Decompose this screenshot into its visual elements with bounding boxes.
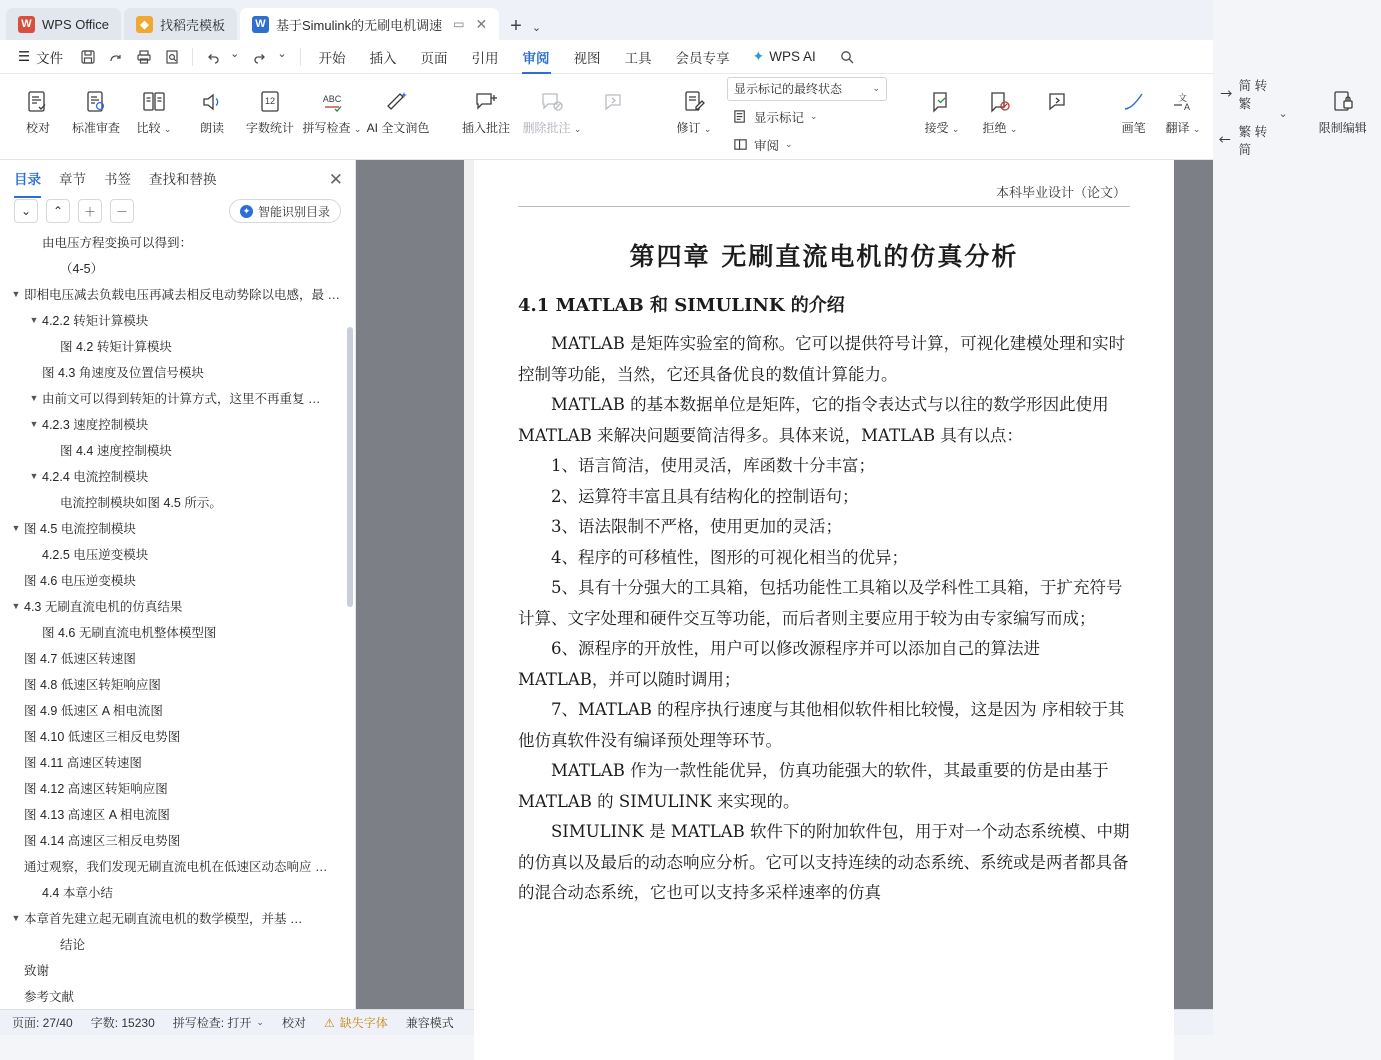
toc-item[interactable] [0, 385, 355, 411]
restrict-editing-button[interactable] [1310, 79, 1376, 155]
toc-item-label: 电流控制模块如图 4.5 所示。 [60, 496, 222, 510]
bulb-icon: ✦ [240, 205, 253, 218]
button-label: 校对 [25, 120, 50, 135]
chevron-down-icon: ⌄ [353, 123, 362, 134]
missing-font-label: 缺失字体 [339, 1016, 388, 1030]
smart-toc-button[interactable] [229, 199, 341, 223]
button-label: 删除批注 [522, 120, 571, 135]
warning-icon: ⚠ [323, 1015, 335, 1030]
full-text-polish-button[interactable] [365, 79, 431, 155]
conversion-options [1208, 74, 1279, 159]
undo-icon[interactable] [200, 45, 226, 69]
toc-item-label: 即相电压减去负载电压再减去相反电动势除以电感，最 … [24, 288, 340, 302]
ai-sparkle-icon: ✦ [752, 48, 765, 64]
toc-scrollbar-thumb[interactable] [347, 327, 353, 607]
next-change-icon [1045, 87, 1071, 117]
toc-item[interactable] [0, 489, 355, 515]
ribbon [0, 74, 1367, 160]
missing-font-indicator[interactable] [324, 1014, 388, 1031]
compat-mode-indicator[interactable]: 兼容模式 [405, 1016, 454, 1030]
chevron-down-icon: ⌄ [810, 111, 818, 121]
reject-icon [987, 87, 1013, 117]
button-label: 修订 [676, 120, 701, 135]
save-icon[interactable] [75, 45, 101, 69]
svg-text:ABC: ABC [322, 93, 342, 104]
chevron-down-icon: ⌄ [573, 123, 582, 134]
button-label: 全文润色 [381, 120, 430, 135]
chevron-down-icon: ⌄ [872, 83, 880, 93]
toc-item[interactable] [0, 983, 355, 1009]
menu-item-insert[interactable]: 插入 [369, 50, 397, 66]
button-label: 字数统计 [245, 120, 294, 135]
insert-comment-icon [473, 87, 499, 117]
chevron-down-icon: ⌄ [256, 1017, 264, 1027]
pen-button[interactable] [1109, 79, 1158, 155]
toc-item[interactable] [0, 411, 355, 437]
insert-comment-button[interactable] [453, 79, 519, 155]
toc-item-label: 4.3 无刷直流电机的仿真结果 [24, 600, 183, 614]
twisty-icon[interactable]: ▼ [29, 419, 39, 429]
svg-text:文: 文 [1177, 92, 1187, 103]
show-markup-button[interactable] [727, 105, 887, 129]
tab-wps-office[interactable] [6, 8, 121, 40]
print-preview-icon[interactable] [159, 45, 185, 69]
tracking-options [723, 74, 891, 159]
toc-item[interactable] [0, 645, 355, 671]
next-comment-button[interactable] [585, 79, 643, 155]
proofread-icon [25, 87, 51, 117]
spellcheck-indicator[interactable] [173, 1014, 264, 1031]
toc-item[interactable] [0, 307, 355, 333]
toc-item-label: 参考文献 [24, 990, 75, 1004]
template-icon: ◆ [136, 16, 153, 33]
ai-prefix: AI [366, 120, 378, 135]
search-icon[interactable] [834, 45, 860, 69]
button-label: 拼写检查 [302, 120, 351, 135]
button-label: 翻译 [1165, 120, 1190, 135]
ribbon-group-comments [448, 74, 648, 159]
button-label: 简 转繁 [1238, 78, 1268, 111]
paragraph: MATLAB 是矩阵实验室的简称。它可以提供符号计算，可视化建模处理和实时控制等功能，当然，它还具备优良的数值计算能力。 [518, 334, 1126, 384]
twisty-icon[interactable]: ▼ [29, 315, 39, 325]
file-menu-button[interactable] [8, 43, 73, 71]
paragraph: 2、运算符丰富且具有结构化的控制语句； [551, 486, 859, 506]
wps-ai-label: WPS AI [769, 49, 816, 64]
next-change-button[interactable] [1029, 79, 1087, 155]
chevron-down-icon: ⌄ [785, 139, 793, 149]
section-heading: 4.1 MATLAB 和 SIMULINK 的介绍 [518, 295, 845, 316]
to-traditional-button[interactable] [1212, 73, 1275, 115]
twisty-icon[interactable]: ▼ [11, 913, 21, 923]
toc-item[interactable] [0, 931, 355, 957]
translate-icon [1170, 87, 1196, 117]
chevron-down-icon: ⌄ [1009, 123, 1018, 134]
paragraph: 4、程序的可移植性，图形的可视化相当的优异； [551, 547, 908, 567]
paragraph: 6、源程序的开放性，用户可以修改源程序并可以添加自己的算法进 MATLAB，并可以随时调用； [518, 639, 1040, 689]
toc-item-label: 图 4.7 低速区转速图 [24, 652, 136, 666]
tab-chapters[interactable]: 章节 [59, 171, 86, 187]
paragraph: MATLAB 的基本数据单位是矩阵，它的指令表达式与以往的数学形因此使用 MATLAB 来解决问题要简洁得多。具体来说，MATLAB 具有以点： [518, 395, 1109, 445]
toc-item[interactable] [0, 359, 355, 385]
paragraph: SIMULINK 是 MATLAB 软件下的附加软件包，用于对一个动态系统模、中期的仿真以及最后的动态响应分析。它可以支持连续的动态系统、系统或是两者都具备的混合动态系统，它也可以支持多采样速率的仿真 [518, 822, 1130, 903]
toc-item-label: 4.2.4 电流控制模块 [42, 470, 149, 484]
tab-label: 基于Simulink的无刷电机调速 [275, 17, 443, 33]
accept-button[interactable] [913, 79, 971, 155]
ribbon-group-tracking [660, 74, 896, 159]
toc-item[interactable] [0, 567, 355, 593]
button-label: 朗读 [199, 120, 224, 135]
button-label: 画笔 [1121, 120, 1146, 135]
review-pane-button[interactable] [727, 133, 887, 157]
navigation-tabs [0, 160, 355, 195]
toc-item-label: 图 4.2 转矩计算模块 [60, 340, 172, 354]
page-title: 第四章 无刷直流电机的仿真分析 [629, 242, 1019, 271]
document-page[interactable] [474, 160, 1174, 1060]
toc-item[interactable] [0, 879, 355, 905]
title-bar [0, 0, 1213, 40]
toc-item[interactable] [0, 827, 355, 853]
tab-find-replace[interactable]: 查找和替换 [149, 171, 217, 187]
tab-close-icon[interactable]: ✕ [475, 15, 488, 32]
toc-item[interactable] [0, 697, 355, 723]
toc-item-label: 图 4.8 低速区转矩响应图 [24, 678, 161, 692]
toc-item[interactable] [0, 515, 355, 541]
toc-item[interactable] [0, 775, 355, 801]
to-simplified-icon [1218, 132, 1233, 147]
redo-caret-icon[interactable]: ⌄ [277, 48, 287, 60]
undo-caret-icon[interactable]: ⌄ [230, 48, 240, 60]
toc-item-label: 图 4.12 高速区转矩响应图 [24, 782, 168, 796]
expand-level-button[interactable]: ＋ [78, 199, 102, 223]
toc-item-label: 图 4.3 角速度及位置信号模块 [42, 366, 204, 380]
toc-item[interactable] [0, 853, 355, 879]
ribbon-group-language [1104, 74, 1293, 159]
toc-item-label: 4.2.3 速度控制模块 [42, 418, 149, 432]
toc-item-label: 4.4 本章小结 [42, 886, 113, 900]
toc-item-label: 4.2.5 电压逆变模块 [42, 548, 149, 562]
redo-icon[interactable] [247, 45, 273, 69]
accept-icon [929, 87, 955, 117]
button-label: 限制编辑 [1318, 120, 1367, 135]
file-menu-label: 文件 [36, 50, 64, 66]
track-changes-icon [681, 87, 707, 117]
tab-template[interactable] [124, 8, 237, 40]
pen-icon [1121, 87, 1147, 117]
toc-item[interactable] [0, 333, 355, 359]
delete-comment-button[interactable] [519, 79, 585, 155]
spell-check-icon [319, 87, 345, 117]
translate-button[interactable] [1158, 79, 1207, 155]
track-changes-button[interactable] [665, 79, 723, 155]
paragraph: 1、语言简洁，使用灵活，库函数十分丰富； [551, 456, 875, 476]
toc-item[interactable] [0, 671, 355, 697]
proofread-indicator[interactable]: 校对 [281, 1016, 306, 1030]
new-tab-button[interactable]: + [510, 15, 522, 37]
button-label: 繁 转简 [1238, 124, 1268, 157]
wps-office-icon: W [18, 16, 35, 33]
menu-item-view[interactable]: 视图 [573, 50, 601, 66]
svg-text:12: 12 [264, 95, 276, 106]
word-count-button[interactable] [241, 79, 299, 155]
navigation-pane [0, 160, 356, 1009]
divider [192, 48, 193, 66]
toc-item-label: 图 4.6 无刷直流电机整体模型图 [42, 626, 217, 640]
tab-document[interactable] [240, 8, 499, 40]
read-aloud-button[interactable] [183, 79, 241, 155]
toc-item[interactable] [0, 801, 355, 827]
toc-item[interactable] [0, 463, 355, 489]
ribbon-group-proofing [4, 74, 436, 159]
divider [300, 48, 301, 66]
collapse-down-button[interactable]: ⌄ [14, 199, 38, 223]
spellcheck-label: 拼写检查: 打开 [172, 1016, 252, 1030]
tab-toc[interactable]: 目录 [14, 168, 41, 188]
paragraph: 3、语法限制不严格，使用更加的灵活； [551, 517, 842, 537]
lock-icon [1330, 87, 1356, 117]
toc-item-label: 图 4.9 低速区 A 相电流图 [24, 704, 163, 718]
word-count-icon [257, 87, 283, 117]
button-label: 接受 [924, 120, 949, 135]
toc-item[interactable] [0, 281, 355, 307]
button-label: 比较 [136, 120, 161, 135]
toc-item-label: 4.2.2 转矩计算模块 [42, 314, 149, 328]
button-label: 拒绝 [982, 120, 1007, 135]
main-area [0, 160, 1213, 1009]
toc-item-label: 致谢 [24, 964, 50, 978]
toc-item[interactable] [0, 229, 355, 255]
toc-item-label: 由电压方程变换可以得到： [42, 236, 193, 250]
twisty-icon[interactable]: ▼ [29, 393, 39, 403]
toc-item-label: 通过观察，我们发现无刷直流电机在低速区动态响应 … [24, 860, 328, 874]
header-divider [518, 206, 1130, 207]
save-as-icon[interactable] [103, 45, 129, 69]
reduce-level-button[interactable]: － [110, 199, 134, 223]
spell-check-button[interactable] [299, 79, 365, 155]
to-simplified-button[interactable] [1212, 119, 1275, 161]
wps-ai-button[interactable] [743, 42, 826, 71]
twisty-icon[interactable]: ▼ [11, 601, 21, 611]
smart-toc-label: 智能识别目录 [257, 204, 330, 219]
toc-item-label: 图 4.5 电流控制模块 [24, 522, 136, 536]
ribbon-group-protect [1305, 74, 1381, 159]
toc-list[interactable] [0, 227, 355, 1009]
toc-item-label: 本章首先建立起无刷直流电机的数学模型，并基 … [24, 912, 303, 926]
button-label: 标准审查 [71, 120, 120, 135]
toc-item-label: 结论 [60, 938, 86, 952]
toc-item[interactable] [0, 437, 355, 463]
toc-item-label: 图 4.14 高速区三相反电势图 [24, 834, 181, 848]
toc-item[interactable] [0, 957, 355, 983]
next-comment-icon [601, 87, 627, 117]
toc-item[interactable] [0, 255, 355, 281]
document-area[interactable] [356, 160, 1213, 1009]
paragraph: 7、MATLAB 的程序执行速度与其他相似软件相比较慢，这是因为 序相较于其他仿真软件没有编译预处理等环节。 [518, 700, 1125, 750]
tab-restore-icon[interactable]: ▭ [453, 17, 465, 31]
menu-item-start[interactable]: 开始 [318, 50, 346, 66]
read-aloud-icon [199, 87, 225, 117]
print-icon[interactable] [131, 45, 157, 69]
chevron-down-icon: ⌄ [1192, 123, 1201, 134]
word-count-indicator[interactable]: 字数: 15230 [90, 1016, 155, 1030]
vertical-ruler [464, 160, 474, 1009]
compare-button[interactable] [125, 79, 183, 155]
toc-item-label: 图 4.11 高速区转速图 [24, 756, 142, 770]
button-label: 审阅 [754, 138, 780, 153]
page-indicator[interactable]: 页面: 27/40 [12, 1016, 73, 1030]
menu-item-page[interactable]: 页面 [420, 50, 448, 66]
button-label: 插入批注 [461, 120, 510, 135]
twisty-icon[interactable]: ▼ [29, 471, 39, 481]
toc-item[interactable] [0, 723, 355, 749]
menu-item-review[interactable]: 审阅 [512, 41, 561, 73]
toc-item[interactable] [0, 541, 355, 567]
compare-icon [141, 87, 167, 117]
toc-item-label: 由前文可以得到转矩的计算方式，这里不再重复 … [42, 392, 321, 406]
collapse-up-button[interactable]: ⌃ [46, 199, 70, 223]
standard-check-button[interactable] [67, 79, 125, 155]
page-header: 本科毕业设计（论文） [995, 185, 1126, 200]
reject-button[interactable] [971, 79, 1029, 155]
toc-item-label: 图 4.10 低速区三相反电势图 [24, 730, 181, 744]
review-pane-icon [733, 137, 748, 152]
toc-item[interactable] [0, 593, 355, 619]
ai-polish-icon [385, 87, 411, 117]
toc-item-label: 图 4.13 高速区 A 相电流图 [24, 808, 170, 822]
to-traditional-icon [1218, 86, 1233, 101]
markup-state-value: 显示标记的最终状态 [734, 82, 843, 96]
delete-comment-icon [539, 87, 565, 117]
tab-label: WPS Office [42, 16, 109, 32]
document-icon: W [252, 16, 269, 33]
toc-item[interactable] [0, 905, 355, 931]
toc-item[interactable] [0, 619, 355, 645]
paragraph: 5、具有十分强大的工具箱，包括功能性工具箱以及学科性工具箱，于扩充符号计算、文字处理和硬件交互等功能，而后者则主要应用于较为由专家编写而成； [518, 578, 1123, 628]
toc-item-label: 图 4.6 电压逆变模块 [24, 574, 136, 588]
twisty-icon[interactable]: ▼ [11, 289, 21, 299]
paragraph: MATLAB 作为一款性能优异，仿真功能强大的软件，其最重要的仿是由基于 MATLAB 的 SIMULINK 来实现的。 [518, 761, 1109, 811]
show-markup-icon [733, 109, 748, 124]
button-label: 显示标记 [754, 110, 805, 125]
ribbon-expand-icon[interactable]: ⌄ [1278, 108, 1288, 120]
menu-item-tools[interactable]: 工具 [624, 50, 652, 66]
menu-item-reference[interactable]: 引用 [471, 50, 499, 66]
proofread-button[interactable] [9, 79, 67, 155]
chevron-down-icon: ⌄ [951, 123, 960, 134]
menu-bar [0, 40, 1213, 74]
chevron-down-icon: ⌄ [163, 123, 172, 134]
hamburger-icon: ☰ [18, 48, 31, 64]
toc-item-label: （4-5） [60, 262, 104, 276]
svg-text:A: A [1183, 101, 1190, 112]
tab-list-icon[interactable]: ⌄ [531, 22, 542, 34]
tab-bookmarks[interactable]: 书签 [104, 171, 131, 187]
toc-item[interactable] [0, 749, 355, 775]
toc-item-label: 图 4.4 速度控制模块 [60, 444, 172, 458]
chevron-down-icon: ⌄ [703, 123, 712, 134]
close-icon[interactable]: ✕ [328, 170, 343, 189]
ribbon-group-changes [908, 74, 1092, 159]
markup-state-select[interactable] [727, 77, 887, 101]
navigation-toolbar [0, 195, 355, 227]
twisty-icon[interactable]: ▼ [11, 523, 21, 533]
menu-item-member[interactable]: 会员专享 [675, 50, 730, 66]
tab-label: 找稻壳模板 [159, 17, 225, 33]
standard-check-icon [83, 87, 109, 117]
